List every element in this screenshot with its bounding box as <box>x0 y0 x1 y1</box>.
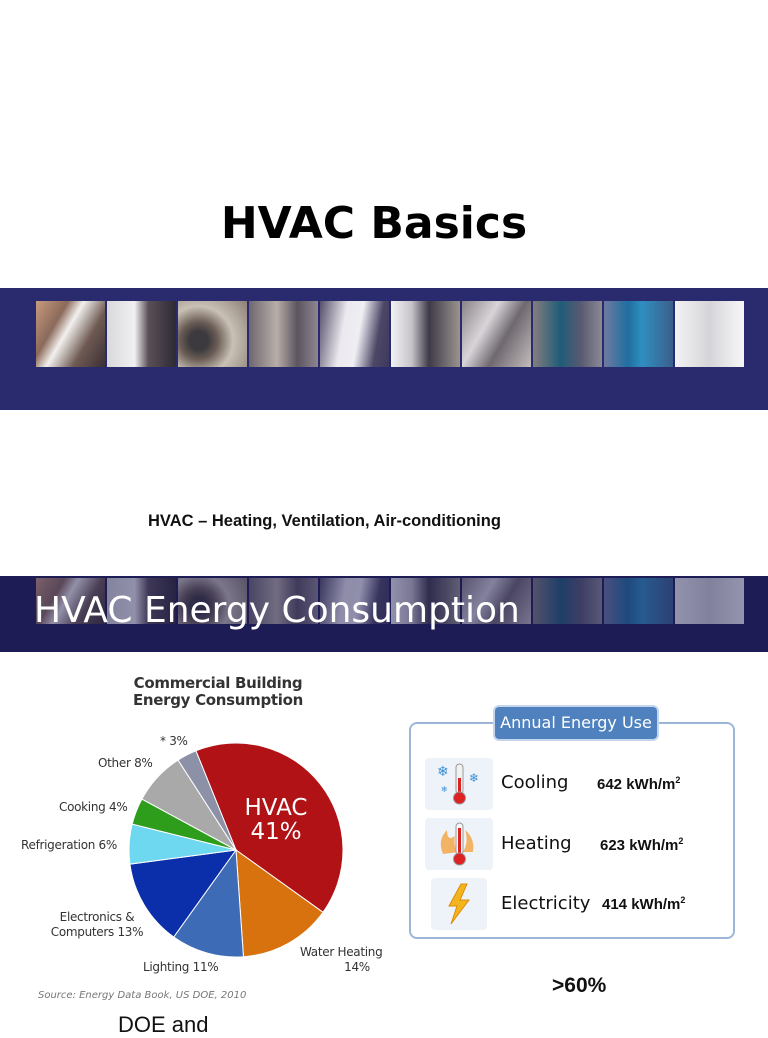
label-water-heating <box>300 945 396 975</box>
chart-title-line: Energy Consumption <box>132 691 304 709</box>
label-hvac-name: HVAC <box>244 795 308 821</box>
cold-thermometer-icon <box>425 758 493 810</box>
electricity-value-text: 414 kWh/m <box>602 896 681 913</box>
cooling-value-text: 642 kWh/m <box>597 776 676 793</box>
cooling-label: Cooling <box>501 772 569 793</box>
cooling-value <box>597 775 680 793</box>
label-water-heating-name: Water Heating <box>300 945 383 959</box>
bottom-text: DOE and <box>118 1012 209 1037</box>
label-electronics-line: Computers 13% <box>50 925 144 939</box>
svg-text:❄: ❄ <box>469 771 480 785</box>
label-water-heating-pct: 14% <box>344 960 370 974</box>
label-star: * 3% <box>160 734 188 748</box>
label-hvac-pct: 41% <box>250 819 302 845</box>
electricity-value-sup: 2 <box>680 895 686 905</box>
label-electronics-line: Electronics & <box>59 910 135 924</box>
chart-title-line: Commercial Building <box>133 674 303 692</box>
label-electronics <box>47 910 147 940</box>
cooling-value-sup: 2 <box>675 775 681 785</box>
label-hvac <box>236 796 316 844</box>
heating-value <box>600 836 683 854</box>
slide-title: HVAC Energy Consumption <box>34 590 520 631</box>
hot-thermometer-icon <box>425 818 493 870</box>
annual-energy-header: Annual Energy Use <box>493 705 659 741</box>
slide-title: HVAC Basics <box>220 198 528 249</box>
svg-text:❄: ❄ <box>437 764 449 780</box>
chart-source: Source: Energy Data Book, US DOE, 2010 <box>38 990 247 1001</box>
electricity-label: Electricity <box>501 893 591 914</box>
label-other: Other 8% <box>98 756 153 770</box>
slide-subtitle: HVAC – Heating, Ventilation, Air-conditioning <box>148 512 501 530</box>
lightning-icon <box>431 878 487 930</box>
electricity-value <box>602 895 685 913</box>
label-lighting: Lighting 11% <box>143 960 219 974</box>
heating-label: Heating <box>501 833 572 854</box>
label-refrigeration: Refrigeration 6% <box>21 838 117 852</box>
heating-value-sup: 2 <box>678 836 684 846</box>
label-cooking: Cooking 4% <box>59 800 128 814</box>
svg-text:❄: ❄ <box>441 785 448 794</box>
percent-note: >60% <box>552 974 607 997</box>
heating-value-text: 623 kWh/m <box>600 837 679 854</box>
